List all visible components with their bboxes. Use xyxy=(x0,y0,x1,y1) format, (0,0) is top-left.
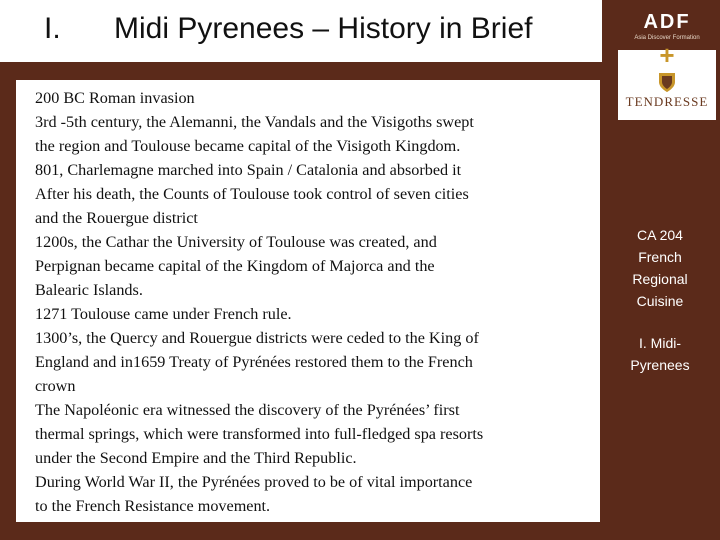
content-line: and the Rouergue district xyxy=(35,209,198,227)
course-line: Cuisine xyxy=(636,293,684,309)
content-line: After his death, the Counts of Toulouse took control of seven cities xyxy=(35,185,469,203)
content-line: 200 BC Roman invasion xyxy=(35,89,195,107)
content-line: 3rd -5th century, the Alemanni, the Vandals and the Visigoths swept xyxy=(35,113,474,131)
content-line: England and in1659 Treaty of Pyrénées restored them to the French xyxy=(35,353,473,371)
section-line: I. Midi- xyxy=(639,335,681,351)
slide-number: I. xyxy=(44,12,61,45)
content-line: to the French Resistance movement. xyxy=(35,497,271,515)
title-bar xyxy=(0,0,602,62)
content-line: the region and Toulouse became capital of the Visigoth Kingdom. xyxy=(35,137,461,155)
content-line: under the Second Empire and the Third Republic. xyxy=(35,449,357,467)
content-line: Perpignan became capital of the Kingdom of Majorca and the xyxy=(35,257,435,275)
course-line: Regional xyxy=(632,271,688,287)
course-label xyxy=(610,224,710,312)
logo xyxy=(618,4,716,120)
course-line: CA 204 xyxy=(637,227,683,243)
content-line: The Napoléonic era witnessed the discovery of the Pyrénées’ first xyxy=(35,401,460,419)
content-line: Balearic Islands. xyxy=(35,281,143,299)
section-line: Pyrenees xyxy=(630,357,690,373)
content-line: 1300’s, the Quercy and Rouergue districts were ceded to the King of xyxy=(35,329,479,347)
course-line: French xyxy=(638,249,682,265)
content-line: During World War II, the Pyrénées proved to be of vital importance xyxy=(35,473,473,491)
content-panel xyxy=(16,80,600,522)
section-label xyxy=(610,332,710,376)
crest-icon xyxy=(655,70,679,94)
adf-subtitle: Asia Discover Formation xyxy=(634,35,700,41)
tendresse-wordmark: TENDRESSE xyxy=(625,94,709,109)
plus-icon: + xyxy=(659,40,675,70)
slide-title: Midi Pyrenees – History in Brief xyxy=(114,12,533,45)
content-line: 801, Charlemagne marched into Spain / Catalonia and absorbed it xyxy=(35,161,462,179)
content-line: thermal springs, which were transformed into full-fledged spa resorts xyxy=(35,425,484,443)
content-line: 1200s, the Cathar the University of Toulouse was created, and xyxy=(35,233,437,251)
content-line: crown xyxy=(35,377,76,395)
adf-wordmark: ADF xyxy=(643,11,691,33)
content-line: 1271 Toulouse came under French rule. xyxy=(35,305,292,323)
